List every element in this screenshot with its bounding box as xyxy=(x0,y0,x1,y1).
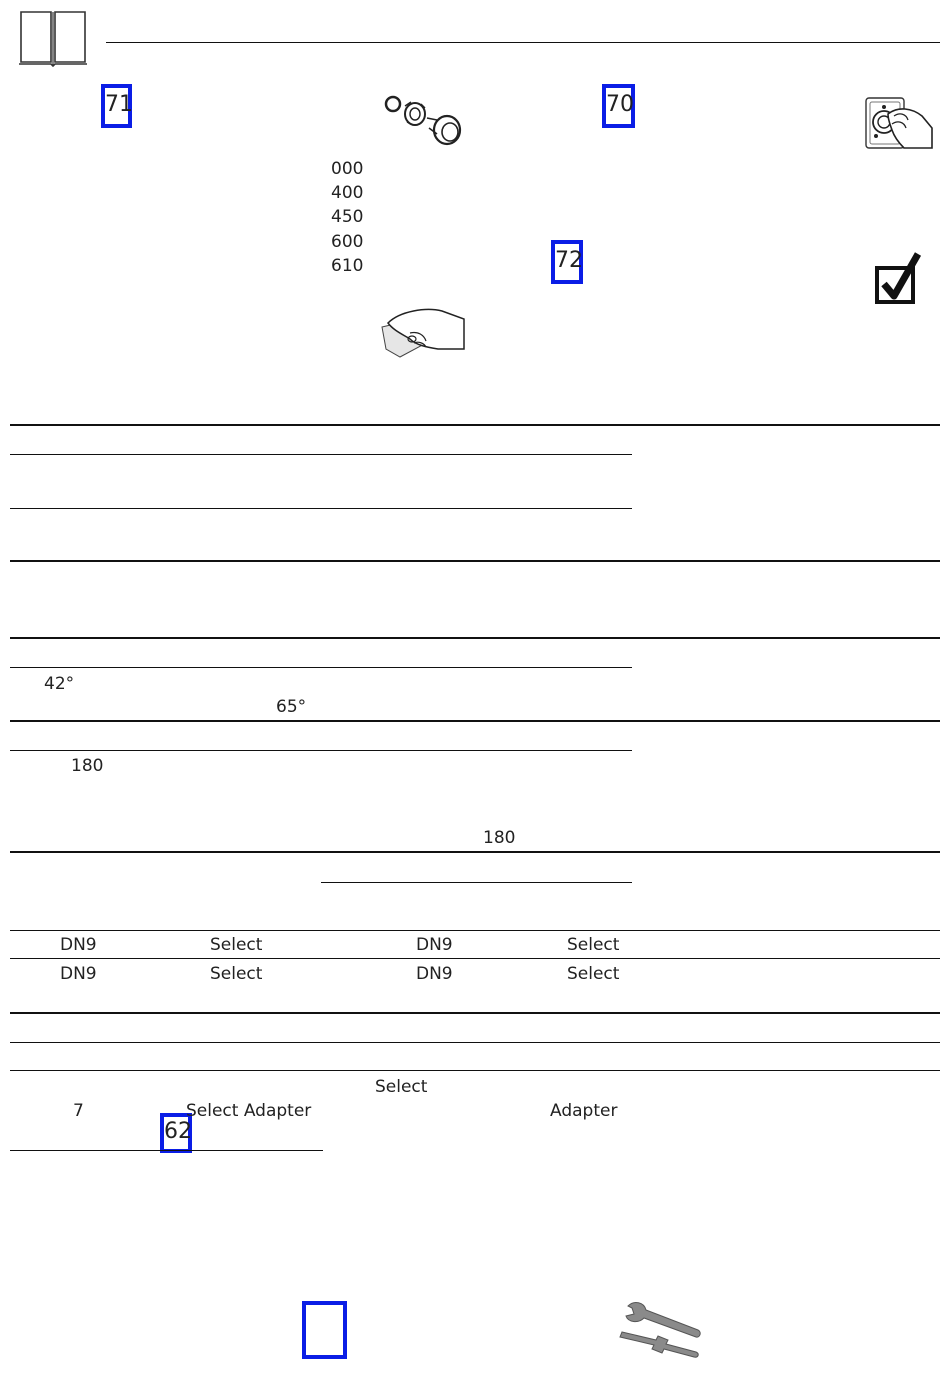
table-rule xyxy=(10,1150,323,1151)
model-code: 610 xyxy=(331,256,364,276)
connection-select: Select xyxy=(210,935,263,955)
connection-select: Select xyxy=(210,964,263,984)
distance-value: 180 xyxy=(483,828,516,848)
checkbox-checked-icon xyxy=(874,250,924,306)
page-ref-box[interactable]: 72 xyxy=(551,240,583,284)
connection-size: DN9 xyxy=(60,964,97,984)
table-rule xyxy=(321,882,632,883)
page-ref-box[interactable]: 62 xyxy=(160,1113,192,1153)
table-rule xyxy=(10,1070,940,1071)
table-rule xyxy=(10,454,632,455)
connection-size: DN9 xyxy=(416,935,453,955)
page-ref-box[interactable]: 70 xyxy=(602,84,635,128)
adapter-label: Adapter xyxy=(550,1101,618,1121)
connection-select: Select xyxy=(567,935,620,955)
aerator-parts-icon xyxy=(383,92,465,148)
table-rule xyxy=(10,851,940,853)
wrench-screwdriver-icon xyxy=(618,1300,704,1358)
angle-value: 65° xyxy=(276,697,307,717)
header-rule xyxy=(106,42,940,43)
page-ref-box[interactable]: 71 xyxy=(101,84,132,128)
table-rule xyxy=(10,1012,940,1014)
table-rule xyxy=(10,930,940,931)
table-rule xyxy=(10,1042,940,1043)
angle-value: 42° xyxy=(44,674,75,694)
table-rule xyxy=(10,560,940,562)
model-code: 450 xyxy=(331,207,364,227)
hand-cleaning-icon xyxy=(380,305,466,361)
select-adapter-label: Select Adapter xyxy=(186,1101,312,1121)
distance-value: 180 xyxy=(71,756,104,776)
adapter-count: 7 xyxy=(73,1101,84,1121)
page-ref-box[interactable] xyxy=(302,1301,347,1359)
table-rule xyxy=(10,958,940,959)
connection-size: DN9 xyxy=(416,964,453,984)
connection-select: Select xyxy=(567,964,620,984)
hand-tightening-icon xyxy=(864,92,934,150)
table-rule xyxy=(10,750,632,751)
model-code: 400 xyxy=(331,183,364,203)
table-rule xyxy=(10,637,940,639)
open-book-icon xyxy=(18,10,88,68)
connection-size: DN9 xyxy=(60,935,97,955)
table-rule xyxy=(10,667,632,668)
select-label: Select xyxy=(375,1077,428,1097)
table-rule xyxy=(10,720,940,722)
model-code: 000 xyxy=(331,159,364,179)
table-rule xyxy=(10,424,940,426)
table-rule xyxy=(10,508,632,509)
model-code: 600 xyxy=(331,232,364,252)
